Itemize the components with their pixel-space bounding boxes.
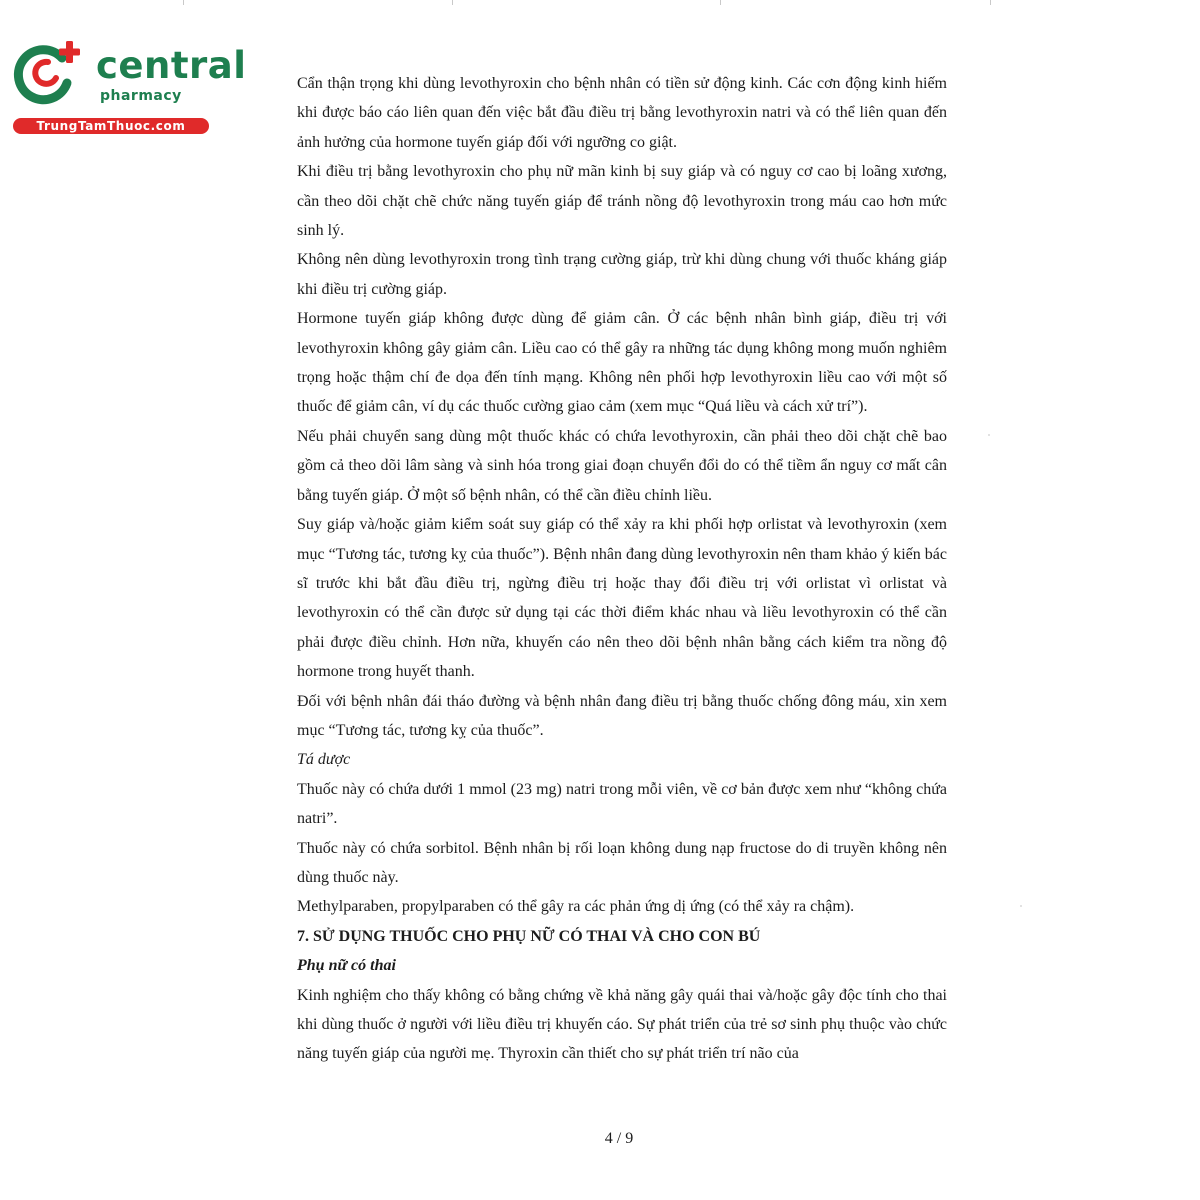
scan-speck bbox=[1020, 905, 1022, 907]
pregnancy-heading: Phụ nữ có thai bbox=[297, 957, 396, 975]
pregnancy-paragraph: Kinh nghiệm cho thấy không có bằng chứng về khả năng gây quái thai và/hoặc gây độc tính cho thai khi dùng thuốc ở người với liều điều trị khuyến cáo. Sự phát triển của trẻ sơ sinh phụ thuộc vào chức năng tuyến giáp của người mẹ. Thyroxin cần thiết cho sự phát triển trí não của bbox=[297, 986, 947, 1063]
scan-marks bbox=[0, 0, 1200, 6]
excipients-heading: Tá dược bbox=[297, 751, 351, 769]
excipient-note: Thuốc này có chứa dưới 1 mmol (23 mg) natri trong mỗi viên, về cơ bản được xem như “không chứa natri”. bbox=[297, 780, 947, 828]
paragraph: Khi điều trị bằng levothyroxin cho phụ nữ mãn kinh bị suy giáp và có nguy cơ cao bị loãng xương, cần theo dõi chặt chẽ chức năng tuyến giáp để tránh nồng độ levothyroxin trong máu cao hơn mức sinh lý. bbox=[297, 163, 947, 240]
logo-subtitle: pharmacy bbox=[100, 88, 182, 104]
paragraph: Không nên dùng levothyroxin trong tình trạng cường giáp, trừ khi dùng chung với thuốc kháng giáp khi điều trị cường giáp. bbox=[297, 251, 947, 298]
paragraph: Cẩn thận trọng khi dùng levothyroxin cho bệnh nhân có tiền sử động kinh. Các cơn động kinh hiếm khi được báo cáo liên quan đến việc bắt đầu điều trị bằng levothyroxin natri và có thể liên quan đến ảnh hưởng của hormone tuyến giáp đối với ngưỡng co giật. bbox=[297, 75, 947, 151]
pharmacy-cross-icon bbox=[10, 38, 90, 108]
scan-speck bbox=[988, 434, 990, 436]
section-heading: 7. SỬ DỤNG THUỐC CHO PHỤ NỮ CÓ THAI VÀ CHO CON BÚ bbox=[297, 927, 761, 945]
logo-brand: central bbox=[96, 44, 247, 87]
excipient-note: Thuốc này có chứa sorbitol. Bệnh nhân bị rối loạn không dung nạp fructose do di truyền không nên dùng thuốc này. bbox=[297, 839, 947, 886]
page-number: 4 / 9 bbox=[604, 1130, 634, 1147]
paragraph: Suy giáp và/hoặc giảm kiểm soát suy giáp có thể xảy ra khi phối hợp orlistat và levothyroxin (xem mục “Tương tác, tương kỵ của thuốc”). Bệnh nhân đang dùng levothyroxin nên tham khảo ý kiến bác sĩ trước khi bắt đầu điều trị, ngừng điều trị hoặc thay đổi điều trị với orlistat vì orlistat và levothyroxin có thể cần được sử dụng tại các thời điểm khác nhau và liều levothyroxin có thể cần phải được điều chỉnh. Hơn nữa, khuyến cáo nên theo dõi bệnh nhân bằng cách kiểm tra nồng độ hormone trong huyết thanh. bbox=[297, 516, 947, 681]
logo-website-banner: TrungTamThuoc.com bbox=[13, 118, 209, 134]
central-pharmacy-logo bbox=[10, 38, 247, 138]
excipient-note: Methylparaben, propylparaben có thể gây ra các phản ứng dị ứng (có thể xảy ra chậm). bbox=[297, 898, 855, 916]
document-body bbox=[297, 69, 947, 1069]
paragraph: Nếu phải chuyển sang dùng một thuốc khác có chứa levothyroxin, cần phải theo dõi chặt chẽ bao gồm cả theo dõi lâm sàng và sinh hóa trong giai đoạn chuyển đổi do có thể tiềm ẩn nguy cơ mất cân bằng tuyến giáp. Ở một số bệnh nhân, có thể cần điều chỉnh liều. bbox=[297, 427, 947, 504]
paragraph: Hormone tuyến giáp không được dùng để giảm cân. Ở các bệnh nhân bình giáp, điều trị với levothyroxin không gây giảm cân. Liều cao có thể gây ra những tác dụng không mong muốn nghiêm trọng hoặc thậm chí đe dọa đến tính mạng. Không nên phối hợp levothyroxin liều cao với một số thuốc để giảm cân, ví dụ các thuốc cường giao cảm (xem mục “Quá liều và cách xử trí”). bbox=[297, 310, 947, 416]
paragraph: Đối với bệnh nhân đái tháo đường và bệnh nhân đang điều trị bằng thuốc chống đông máu, xin xem mục “Tương tác, tương kỵ của thuốc”. bbox=[297, 692, 947, 739]
